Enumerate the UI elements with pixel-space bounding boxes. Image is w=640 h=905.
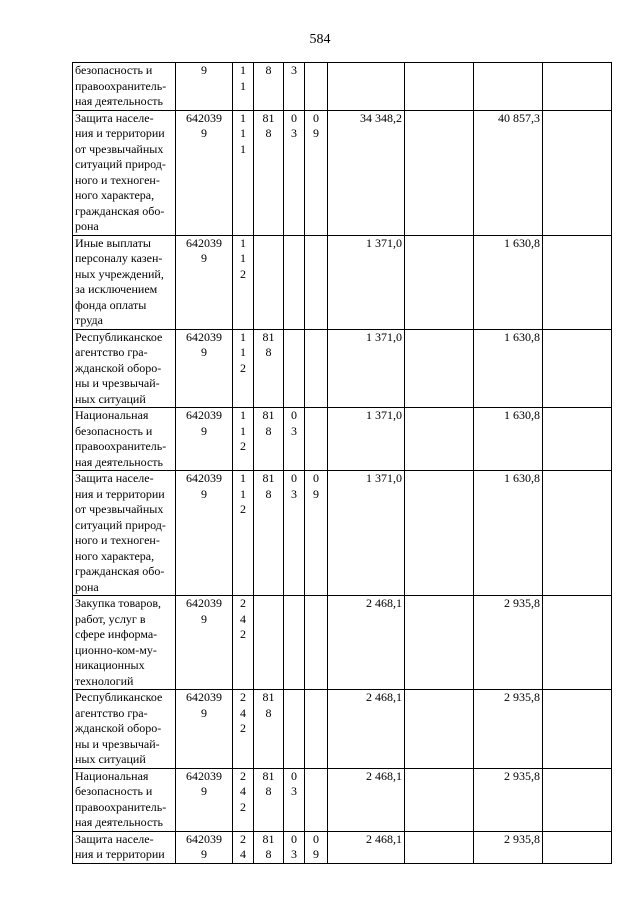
cell-line: ного и техноген- (75, 533, 160, 547)
cell-value-1: 1 371,0 (328, 235, 405, 329)
cell-value-1: 1 371,0 (328, 408, 405, 471)
table-row (73, 329, 612, 408)
cell-line: за исключением (75, 282, 158, 296)
cell-line: 9 (201, 784, 207, 798)
cell-line: 0 (291, 471, 297, 485)
cell-line: 81 (262, 329, 275, 344)
cell-code-part-3 (284, 831, 305, 863)
cell-line: 81 (262, 471, 275, 485)
cell-line: 8 (265, 126, 272, 140)
cell-value-3: 1 630,8 (474, 408, 543, 471)
cell-line: ного и техноген- (75, 172, 160, 187)
cell-line: 642039 (186, 768, 222, 783)
cell-line: 9 (201, 63, 207, 77)
cell-value-3 (474, 63, 543, 111)
table-row (73, 471, 612, 596)
cell-line: Закупка товаров, (75, 596, 161, 610)
cell-line: 0 (313, 471, 319, 485)
cell-line: 8 (265, 63, 272, 77)
cell-line: 2 (240, 627, 246, 641)
cell-code-part-4 (305, 831, 328, 863)
cell-line: Защита населе- (75, 471, 154, 485)
page-number: 584 (309, 32, 331, 47)
cell-value-2 (405, 329, 474, 408)
cell-value-4 (543, 831, 612, 863)
cell-name (73, 329, 176, 408)
cell-code (176, 235, 233, 329)
cell-value-1: 2 468,1 (328, 690, 405, 769)
cell-line: Республиканское (75, 690, 163, 704)
cell-line: 0 (313, 110, 319, 125)
cell-code-part-2 (254, 831, 284, 863)
cell-line: жданской оборо- (75, 721, 162, 735)
cell-code-part-2 (254, 471, 284, 596)
cell-line: 3 (291, 423, 297, 438)
cell-line: 3 (291, 126, 297, 140)
cell-line: 0 (313, 831, 319, 846)
cell-line: 2 (240, 799, 246, 814)
cell-line: 1 (240, 345, 246, 359)
cell-line: 9 (201, 251, 207, 265)
cell-line: 1 (240, 63, 246, 77)
cell-value-4 (543, 768, 612, 831)
cell-line: 3 (291, 486, 297, 501)
cell-line: Национальная (75, 768, 149, 783)
cell-code-part-1 (233, 329, 254, 408)
table-row (73, 408, 612, 471)
cell-line: 2 (240, 266, 246, 281)
cell-line: Иные выплаты (75, 235, 151, 250)
cell-code-part-1 (233, 408, 254, 471)
cell-value-3: 40 857,3 (474, 110, 543, 235)
cell-code-part-1 (233, 471, 254, 596)
cell-line: безопасность и (75, 784, 153, 798)
cell-line: 81 (262, 690, 275, 704)
cell-line: агентство гра- (75, 345, 148, 359)
cell-line: 8 (265, 345, 272, 359)
cell-line: 3 (291, 63, 297, 77)
cell-line: 1 (240, 126, 246, 140)
cell-line: гражданская обо- (75, 564, 165, 578)
cell-value-1: 1 371,0 (328, 329, 405, 408)
cell-line: Республиканское (75, 329, 163, 344)
cell-line: 4 (240, 611, 246, 626)
cell-code-part-2 (254, 690, 284, 769)
cell-code (176, 831, 233, 863)
cell-line: 9 (201, 126, 207, 140)
cell-line: 642039 (186, 235, 222, 250)
cell-code-part-4 (305, 63, 328, 111)
cell-code-part-4 (305, 596, 328, 690)
cell-line: 8 (265, 784, 272, 798)
cell-line: 9 (201, 847, 207, 861)
cell-line: 1 (240, 486, 246, 501)
cell-line: 1 (240, 251, 246, 265)
cell-line: 2 (240, 831, 246, 846)
cell-value-2 (405, 831, 474, 863)
table-row (73, 690, 612, 769)
cell-line: ны и чрезвычай- (75, 736, 160, 751)
cell-line: 1 (240, 110, 246, 125)
cell-name (73, 63, 176, 111)
cell-line: 3 (291, 847, 297, 861)
cell-line: 4 (240, 705, 246, 720)
cell-code-part-1 (233, 690, 254, 769)
cell-code-part-3 (284, 329, 305, 408)
cell-code-part-4 (305, 471, 328, 596)
table-row (73, 831, 612, 863)
cell-value-3: 1 630,8 (474, 329, 543, 408)
cell-line: 8 (265, 486, 272, 501)
cell-line: гражданская обо- (75, 203, 165, 218)
cell-value-3: 1 630,8 (474, 235, 543, 329)
cell-line: ционно-ком-му- (75, 642, 157, 657)
table-row (73, 63, 612, 111)
cell-line: 1 (240, 78, 246, 93)
cell-code-part-4 (305, 235, 328, 329)
table-row (73, 596, 612, 690)
cell-name (73, 768, 176, 831)
table-row (73, 110, 612, 235)
cell-value-4 (543, 690, 612, 769)
cell-value-1 (328, 63, 405, 111)
cell-value-4 (543, 596, 612, 690)
cell-line: 4 (240, 847, 246, 861)
cell-line: 2 (240, 360, 246, 375)
cell-line: 3 (291, 784, 297, 798)
cell-line: ных ситуаций (75, 752, 146, 766)
cell-line: 9 (201, 611, 207, 626)
cell-line: 0 (291, 831, 297, 846)
cell-name (73, 471, 176, 596)
cell-value-1: 34 348,2 (328, 110, 405, 235)
cell-line: рона (75, 219, 99, 233)
cell-code-part-1 (233, 768, 254, 831)
cell-line: технологий (75, 673, 134, 688)
cell-value-2 (405, 63, 474, 111)
cell-line: 642039 (186, 831, 222, 846)
cell-value-1: 2 468,1 (328, 596, 405, 690)
cell-value-2 (405, 235, 474, 329)
cell-code-part-1 (233, 110, 254, 235)
cell-name (73, 408, 176, 471)
cell-code (176, 471, 233, 596)
cell-code (176, 329, 233, 408)
cell-line: Национальная (75, 408, 149, 422)
cell-line: 81 (262, 408, 275, 422)
cell-code (176, 408, 233, 471)
cell-line: 9 (201, 486, 207, 501)
cell-value-2 (405, 596, 474, 690)
cell-code-part-2 (254, 63, 284, 111)
cell-line: агентство гра- (75, 705, 148, 720)
cell-line: работ, услуг в (75, 611, 146, 626)
cell-name (73, 110, 176, 235)
cell-code-part-4 (305, 690, 328, 769)
cell-line: 9 (201, 423, 207, 438)
cell-line: 81 (262, 768, 275, 783)
budget-table (72, 62, 612, 864)
cell-code-part-3 (284, 408, 305, 471)
cell-code-part-4 (305, 329, 328, 408)
cell-line: ситуаций природ- (75, 157, 166, 171)
cell-line: никационных (75, 658, 145, 672)
cell-code-part-2 (254, 768, 284, 831)
cell-line: от чрезвычайных (75, 141, 164, 156)
cell-code-part-1 (233, 235, 254, 329)
cell-code-part-2 (254, 596, 284, 690)
cell-line: 1 (240, 408, 246, 422)
cell-code-part-2 (254, 235, 284, 329)
cell-code-part-3 (284, 471, 305, 596)
cell-line: 0 (291, 110, 297, 125)
cell-value-3: 2 935,8 (474, 831, 543, 863)
cell-value-4 (543, 235, 612, 329)
cell-line: 8 (265, 847, 272, 861)
cell-line: ная деятельность (75, 815, 164, 829)
cell-line: 0 (291, 408, 297, 422)
cell-value-2 (405, 471, 474, 596)
cell-value-3: 1 630,8 (474, 471, 543, 596)
cell-line: ная деятельность (75, 94, 164, 108)
cell-line: 2 (240, 502, 246, 516)
cell-value-1: 1 371,0 (328, 471, 405, 596)
cell-code-part-4 (305, 408, 328, 471)
cell-code-part-2 (254, 110, 284, 235)
cell-line: 81 (262, 110, 275, 125)
table-row (73, 768, 612, 831)
cell-value-1: 2 468,1 (328, 831, 405, 863)
cell-code-part-2 (254, 329, 284, 408)
cell-line: ния и территории (75, 847, 165, 861)
cell-code-part-3 (284, 110, 305, 235)
cell-line: 9 (313, 126, 319, 140)
cell-code (176, 110, 233, 235)
cell-line: правоохранитель- (75, 799, 167, 814)
cell-code (176, 768, 233, 831)
cell-code-part-1 (233, 596, 254, 690)
cell-line: 2 (240, 768, 246, 783)
cell-code-part-3 (284, 235, 305, 329)
cell-line: 642039 (186, 471, 222, 485)
cell-line: 0 (291, 768, 297, 783)
cell-code-part-4 (305, 110, 328, 235)
cell-line: 2 (240, 721, 246, 735)
table-row (73, 235, 612, 329)
cell-name (73, 690, 176, 769)
cell-name (73, 596, 176, 690)
cell-line: труда (75, 313, 103, 327)
cell-line: ного характера, (75, 548, 155, 563)
cell-line: персоналу казен- (75, 251, 163, 265)
cell-value-3: 2 935,8 (474, 690, 543, 769)
cell-line: 9 (313, 847, 319, 861)
cell-value-1: 2 468,1 (328, 768, 405, 831)
cell-value-3: 2 935,8 (474, 596, 543, 690)
cell-line: ная деятельность (75, 454, 164, 469)
cell-line: ных учреждений, (75, 266, 164, 281)
cell-line: 642039 (186, 110, 222, 125)
cell-line: 2 (240, 439, 246, 453)
cell-line: безопасность и (75, 423, 153, 438)
cell-line: правоохранитель- (75, 439, 167, 453)
cell-code-part-4 (305, 768, 328, 831)
cell-code-part-1 (233, 831, 254, 863)
cell-line: 9 (201, 345, 207, 359)
cell-code-part-2 (254, 408, 284, 471)
cell-line: 81 (262, 831, 275, 846)
cell-line: 2 (240, 690, 246, 704)
cell-line: 642039 (186, 329, 222, 344)
cell-line: 9 (201, 705, 207, 720)
cell-value-4 (543, 63, 612, 111)
cell-line: ны и чрезвычай- (75, 376, 160, 390)
cell-value-4 (543, 329, 612, 408)
cell-line: Защита населе- (75, 831, 154, 846)
cell-code (176, 690, 233, 769)
cell-line: фонда оплаты (75, 297, 147, 312)
cell-line: 1 (240, 471, 246, 485)
cell-line: сфере информа- (75, 627, 158, 641)
cell-line: 1 (240, 329, 246, 344)
cell-line: 642039 (186, 690, 222, 704)
cell-line: 1 (240, 235, 246, 250)
cell-line: ния и территории (75, 486, 165, 501)
cell-line: ния и территории (75, 126, 165, 140)
cell-line: 642039 (186, 596, 222, 610)
cell-line: ных ситуаций (75, 391, 146, 406)
cell-value-3: 2 935,8 (474, 768, 543, 831)
cell-line: 1 (240, 423, 246, 438)
cell-line: 1 (240, 141, 246, 156)
cell-code (176, 63, 233, 111)
cell-value-4 (543, 110, 612, 235)
cell-value-2 (405, 690, 474, 769)
cell-line: ного характера, (75, 188, 155, 202)
cell-line: 642039 (186, 408, 222, 422)
cell-line: рона (75, 579, 99, 594)
cell-line: от чрезвычайных (75, 502, 164, 516)
cell-line: 8 (265, 705, 272, 720)
cell-line: жданской оборо- (75, 360, 162, 375)
cell-name (73, 235, 176, 329)
cell-line: безопасность и (75, 63, 153, 77)
cell-code-part-1 (233, 63, 254, 111)
cell-value-4 (543, 471, 612, 596)
cell-code (176, 596, 233, 690)
cell-line: 4 (240, 784, 246, 798)
cell-code-part-3 (284, 596, 305, 690)
cell-value-2 (405, 408, 474, 471)
cell-line: 2 (240, 596, 246, 610)
cell-name (73, 831, 176, 863)
cell-value-4 (543, 408, 612, 471)
cell-code-part-3 (284, 768, 305, 831)
cell-value-2 (405, 110, 474, 235)
cell-line: Защита населе- (75, 110, 154, 125)
cell-line: правоохранитель- (75, 78, 167, 93)
cell-value-2 (405, 768, 474, 831)
cell-line: 8 (265, 423, 272, 438)
cell-line: ситуаций природ- (75, 517, 166, 532)
cell-code-part-3 (284, 690, 305, 769)
cell-code-part-3 (284, 63, 305, 111)
cell-line: 9 (313, 486, 319, 501)
